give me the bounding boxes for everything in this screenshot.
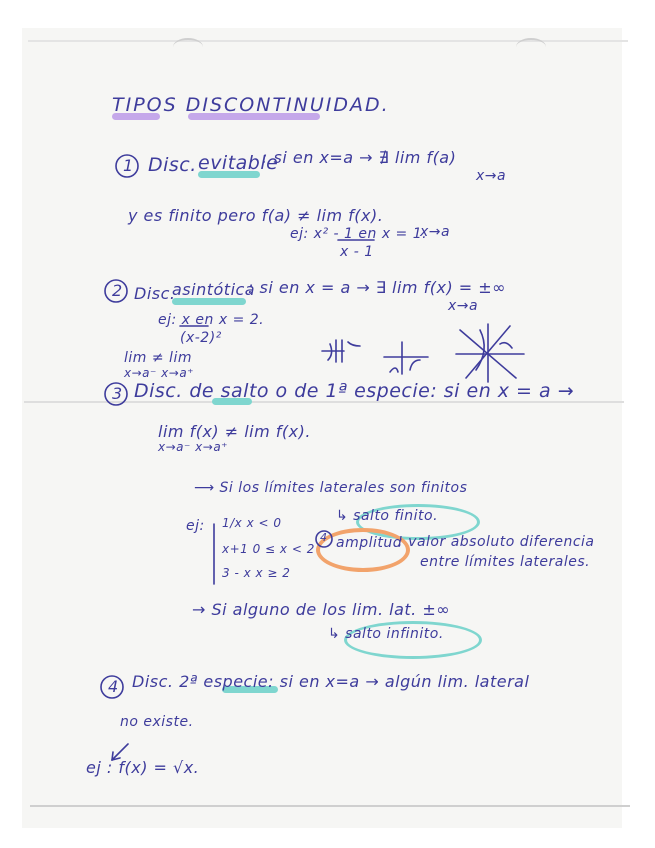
section1-example-den: x - 1 — [340, 244, 374, 260]
section2-line1: : si en x = a → ∃ lim f(x) = ±∞ — [248, 278, 506, 297]
section4-example: ej : f(x) = √x. — [86, 758, 200, 777]
section2-keyword: asintótica — [172, 280, 256, 299]
section2-number: 2 — [112, 281, 123, 300]
section3-example-label: ej: — [186, 518, 205, 534]
section4-line2: no existe. — [120, 714, 194, 730]
section2-label: Disc. — [134, 284, 176, 303]
amplitude-definition: : valor absoluto diferencia — [398, 534, 595, 550]
section3-rule1: ⟶ Si los límites laterales son finitos — [194, 480, 468, 496]
section1-keyword: evitable — [198, 152, 279, 174]
page-title: TIPOS DISCONTINUIDAD. — [112, 94, 390, 116]
section2-example: ej: x en x = 2. — [158, 312, 265, 328]
section1-lim-sub2: x→a — [420, 224, 451, 240]
section4-line1: Disc. 2ª especie: si en x=a → algún lim. lateral — [132, 672, 530, 691]
section3-line2-sub: x→a⁻ x→a⁺ — [158, 440, 229, 454]
section2-lims: lim ≠ lim — [124, 350, 192, 366]
section1-example: ej: x² - 1 en x = 1. — [290, 226, 428, 242]
section3-piece1: 1/x x < 0 — [222, 516, 282, 530]
section2-example-den: (x-2)² — [180, 330, 222, 346]
section3-rule1-result: ↳ salto finito. — [336, 508, 439, 524]
section2-lim-sub: x→a — [448, 298, 479, 314]
amplitude-keyword: amplitud — [336, 535, 403, 551]
section3-piece2: x+1 0 ≤ x < 2 — [222, 542, 315, 556]
amplitude-number: 4 — [320, 531, 328, 544]
section3-number: 3 — [112, 384, 123, 403]
section1-line2: y es finito pero f(a) ≠ lim f(x). — [128, 206, 384, 225]
section3-rule2: → Si alguno de los lim. lat. ±∞ — [192, 600, 451, 619]
section3-piece3: 3 - x x ≥ 2 — [222, 566, 291, 580]
section1-label: Disc. — [148, 154, 197, 176]
section2-lims-sub: x→a⁻ x→a⁺ — [124, 366, 195, 380]
section3-line2: lim f(x) ≠ lim f(x). — [158, 422, 311, 441]
section3-line1: Disc. de salto o de 1ª especie: si en x = a → — [134, 380, 575, 402]
section4-number: 4 — [108, 677, 119, 696]
section3-rule2-result: ↳ salto infinito. — [328, 626, 444, 642]
section1-line1: : si en x=a → ∄ lim f(a) — [262, 148, 457, 167]
amplitude-definition-2: entre límites laterales. — [420, 554, 591, 570]
section1-number: 1 — [123, 156, 134, 175]
section1-lim-sub: x→a — [476, 168, 507, 184]
